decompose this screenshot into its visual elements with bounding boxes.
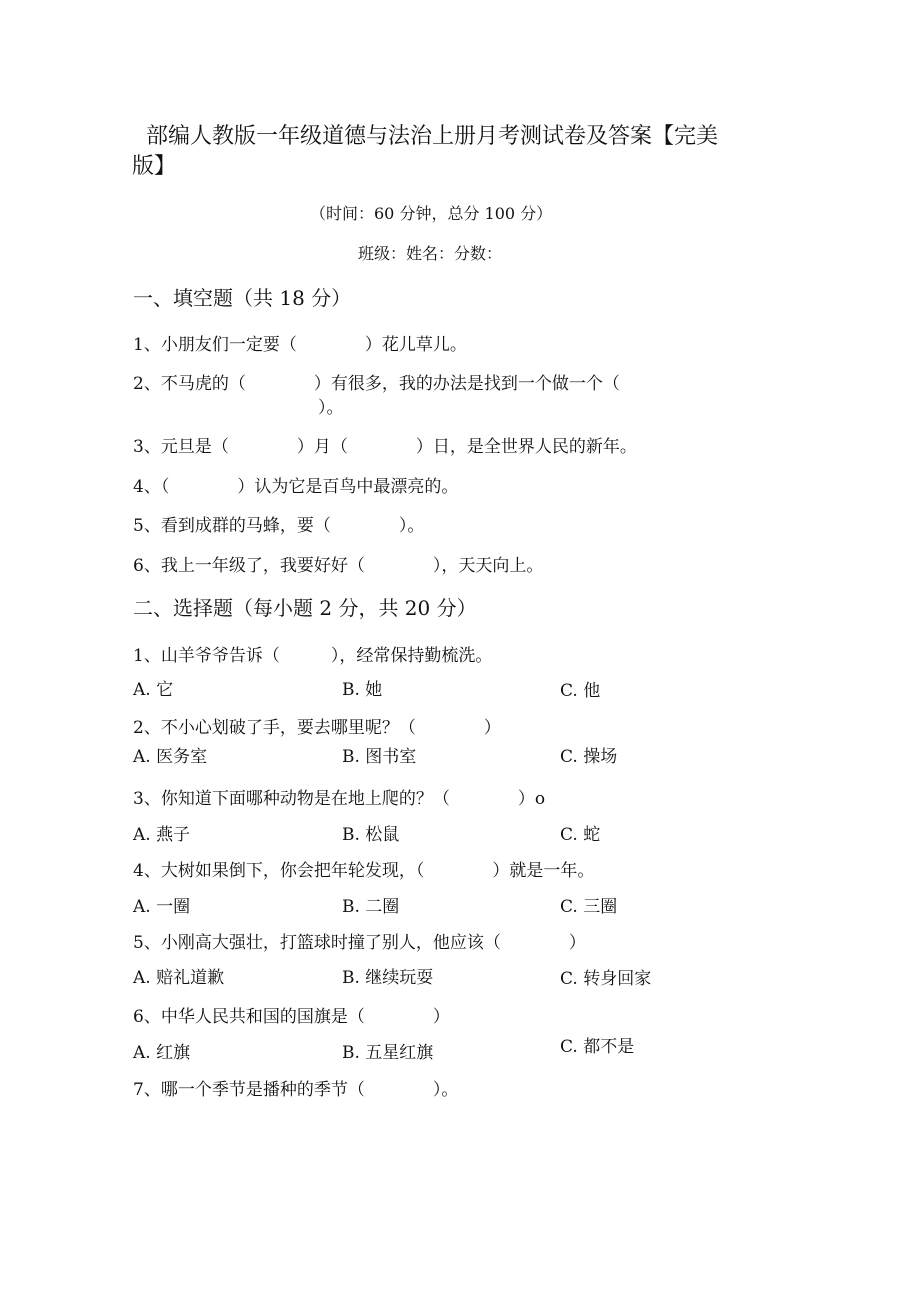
choice-question-1: 1、山羊爷爷告诉（ ），经常保持勤梳洗。 xyxy=(133,646,493,666)
section-2-heading: 二、选择题（每小题 2 分，共 20 分） xyxy=(133,596,477,620)
title-line-2: 版】 xyxy=(132,154,177,179)
choice-5-option-c: C. 转身回家 xyxy=(560,969,652,989)
student-info: 班级：姓名：分数： xyxy=(358,244,503,263)
choice-question-6: 6、中华人民共和国的国旗是（ ） xyxy=(133,1007,450,1027)
choice-1-option-c: C. 他 xyxy=(560,681,601,701)
fill-question-3: 3、元旦是（ ）月（ ）日，是全世界人民的新年。 xyxy=(133,437,637,457)
choice-6-option-c: C. 都不是 xyxy=(560,1037,635,1057)
choice-3-option-b: B. 松鼠 xyxy=(342,825,400,845)
title-line-1: 部编人教版一年级道德与法治上册月考测试卷及答案【完美 xyxy=(146,124,719,149)
choice-question-2: 2、不小心划破了手，要去哪里呢？（ ） xyxy=(133,718,501,738)
choice-1-option-a: A. 它 xyxy=(133,680,174,700)
choice-4-option-b: B. 二圈 xyxy=(342,897,400,917)
fill-question-2-cont: ）。 xyxy=(318,398,344,418)
section-1-heading: 一、填空题（共 18 分） xyxy=(133,286,352,310)
fill-question-6: 6、我上一年级了，我要好好（ ），天天向上。 xyxy=(133,556,544,576)
choice-5-option-b: B. 继续玩耍 xyxy=(342,968,434,988)
choice-4-option-a: A. 一圈 xyxy=(133,897,191,917)
fill-question-1: 1、小朋友们一定要（ ）花儿草儿。 xyxy=(133,335,467,355)
fill-question-4: 4、（ ）认为它是百鸟中最漂亮的。 xyxy=(133,477,459,497)
choice-3-option-c: C. 蛇 xyxy=(560,825,601,845)
choice-2-option-a: A. 医务室 xyxy=(133,747,208,767)
fill-question-5: 5、看到成群的马蜂，要（ ）。 xyxy=(133,516,425,536)
choice-2-option-c: C. 操场 xyxy=(560,747,618,767)
choice-3-option-a: A. 燕子 xyxy=(133,825,191,845)
choice-6-option-a: A. 红旗 xyxy=(133,1043,191,1063)
choice-question-7: 7、哪一个季节是播种的季节（ ）。 xyxy=(133,1080,459,1100)
choice-2-option-b: B. 图书室 xyxy=(342,747,417,767)
choice-6-option-b: B. 五星红旗 xyxy=(342,1043,434,1063)
choice-question-5: 5、小刚高大强壮，打篮球时撞了别人，他应该（ ） xyxy=(133,933,586,953)
exam-info: （时间：60 分钟，总分 100 分） xyxy=(310,204,553,223)
choice-question-3: 3、你知道下面哪种动物是在地上爬的？（ ）o xyxy=(133,789,546,809)
fill-question-2: 2、不马虎的（ ）有很多，我的办法是找到一个做一个（ xyxy=(133,374,620,394)
choice-5-option-a: A. 赔礼道歉 xyxy=(133,968,225,988)
choice-4-option-c: C. 三圈 xyxy=(560,897,618,917)
choice-1-option-b: B. 她 xyxy=(342,680,383,700)
choice-question-4: 4、大树如果倒下，你会把年轮发现，（ ）就是一年。 xyxy=(133,861,595,881)
